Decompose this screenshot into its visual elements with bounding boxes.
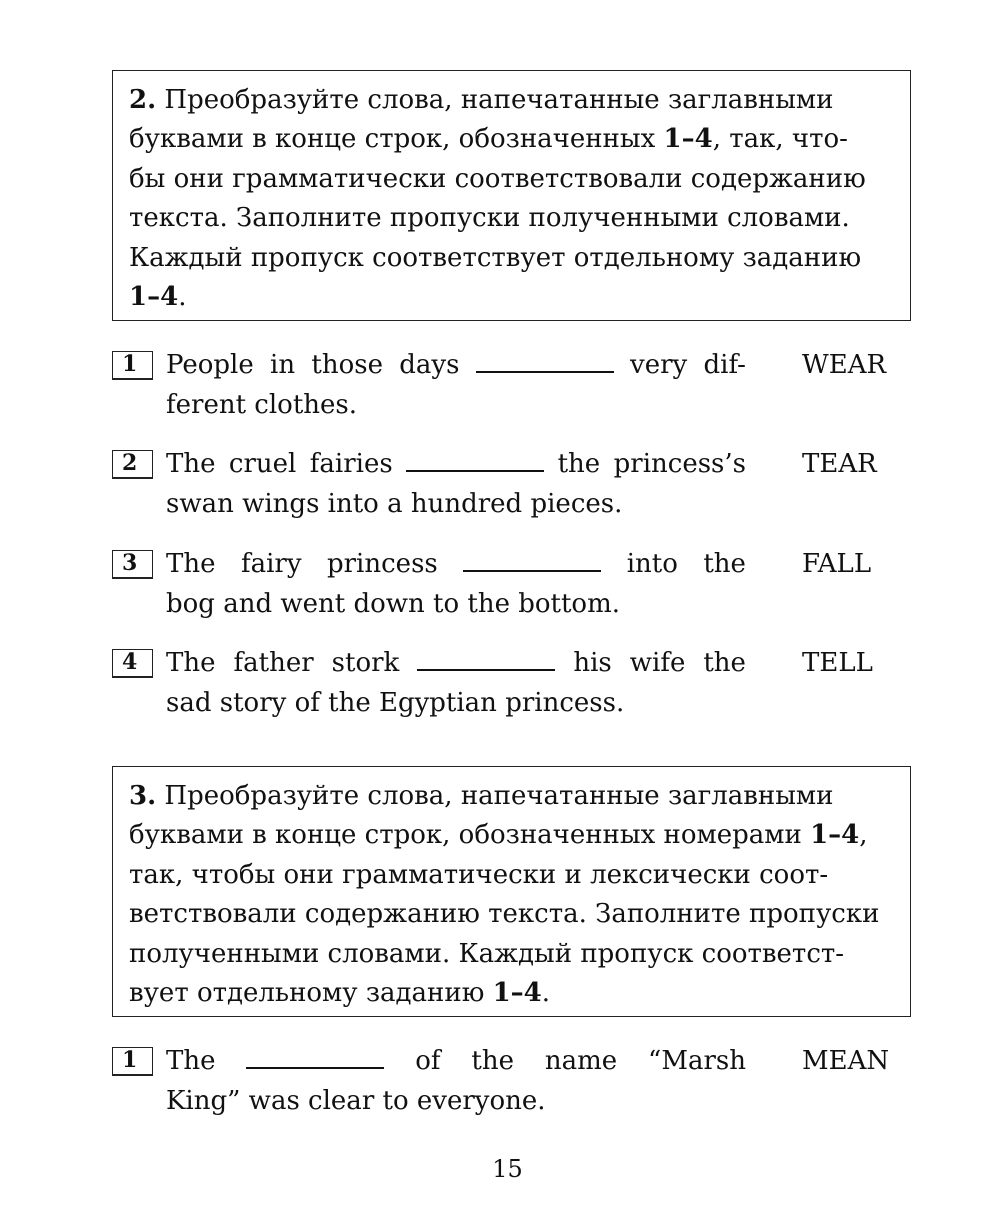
word: fairy [240, 549, 302, 579]
word: of [415, 1046, 441, 1076]
instruction-text: бы они грамматически соответствовали содержанию [129, 163, 866, 194]
item-line-2: bog and went down to the bottom. [166, 588, 620, 619]
word: days [399, 350, 460, 380]
instruction-text: буквами в конце строк, обозначенных [129, 124, 664, 155]
keyword: TEAR [802, 449, 877, 479]
word: The [166, 648, 216, 678]
word: the [703, 549, 746, 579]
item-line-1 [166, 545, 746, 585]
item-line-1 [166, 445, 746, 485]
word: his [573, 648, 612, 678]
answer-blank [417, 668, 555, 671]
instruction-text: . [178, 282, 187, 313]
item-line-2: King” was clear to everyone. [166, 1085, 546, 1116]
item-number-box: 1 [112, 1047, 153, 1076]
word: the [703, 648, 746, 678]
instruction-text: Преобразуйте слова, напечатанные заглавными [164, 85, 834, 115]
instruction-bold: 1–4 [810, 820, 860, 851]
instruction-text: , так, что- [712, 124, 848, 155]
item-text [166, 346, 746, 425]
item-text [166, 644, 746, 723]
word: wife [629, 648, 686, 678]
item-text [166, 545, 746, 624]
task-number: 3. [129, 781, 157, 811]
item-line-2: sad story of the Egyptian princess. [166, 687, 625, 718]
item-text [166, 1042, 746, 1121]
word: father [233, 648, 314, 678]
answer-blank [406, 469, 544, 472]
instruction-text: , [859, 820, 868, 851]
task-3-instructions [112, 766, 911, 1017]
answer-blank [476, 370, 614, 373]
word: The [166, 449, 216, 479]
item-line-1 [166, 644, 746, 684]
word: princess’s [613, 449, 746, 479]
keyword: MEAN [802, 1046, 890, 1076]
word: the [471, 1046, 514, 1076]
word: “Marsh [648, 1046, 746, 1076]
task-number: 2. [129, 85, 157, 115]
instruction-text: полученными словами. Каждый пропуск соответст- [129, 938, 845, 969]
keyword: WEAR [802, 350, 887, 380]
word: princess [326, 549, 438, 579]
task-2-instructions [112, 70, 911, 321]
item-line-2: ferent clothes. [166, 389, 358, 420]
word: stork [331, 648, 400, 678]
item-line-1 [166, 1042, 746, 1082]
word: The [166, 549, 216, 579]
word: People [166, 350, 254, 380]
page-number: 15 [492, 1155, 523, 1183]
instruction-text: текста. Заполните пропуски полученными словами. [129, 203, 850, 234]
keyword: FALL [802, 549, 872, 579]
word: into [626, 549, 678, 579]
task-2-item-3 [112, 545, 912, 625]
word: dif- [703, 350, 746, 380]
task-2-item-4 [112, 644, 912, 724]
word: name [544, 1046, 618, 1076]
word: the [557, 449, 601, 479]
task-3-item-1 [112, 1042, 912, 1122]
instruction-text: ветствовали содержанию текста. Заполните пропуски [129, 899, 880, 930]
task-2-item-1 [112, 346, 912, 426]
item-text [166, 445, 746, 524]
word: in [270, 350, 296, 380]
item-number-box: 2 [112, 450, 153, 479]
word: very [630, 350, 688, 380]
instruction-text: Каждый пропуск соответствует отдельному заданию [129, 242, 862, 273]
instruction-bold: 1–4 [129, 282, 179, 313]
instruction-text: так, чтобы они грамматически и лексически соот- [129, 859, 829, 890]
word: those [311, 350, 383, 380]
task-2-item-2 [112, 445, 912, 525]
item-line-2: swan wings into a hundred pieces. [166, 488, 623, 519]
item-number-box: 3 [112, 550, 153, 579]
item-number-box: 1 [112, 351, 153, 380]
instruction-text: . [541, 978, 551, 1009]
answer-blank [246, 1066, 384, 1069]
word: fairies [309, 449, 393, 479]
answer-blank [463, 569, 601, 572]
keyword: TELL [802, 648, 873, 678]
instruction-text: вует отдельному заданию [129, 978, 493, 1009]
instruction-text: буквами в конце строк, обозначенных номерами [129, 820, 811, 851]
word: cruel [228, 449, 297, 479]
instruction-bold: 1–4 [663, 124, 713, 155]
instruction-bold: 1–4 [492, 978, 542, 1009]
word: The [166, 1046, 216, 1076]
item-line-1 [166, 346, 746, 386]
instruction-text: Преобразуйте слова, напечатанные заглавными [164, 781, 834, 811]
item-number-box: 4 [112, 649, 153, 678]
